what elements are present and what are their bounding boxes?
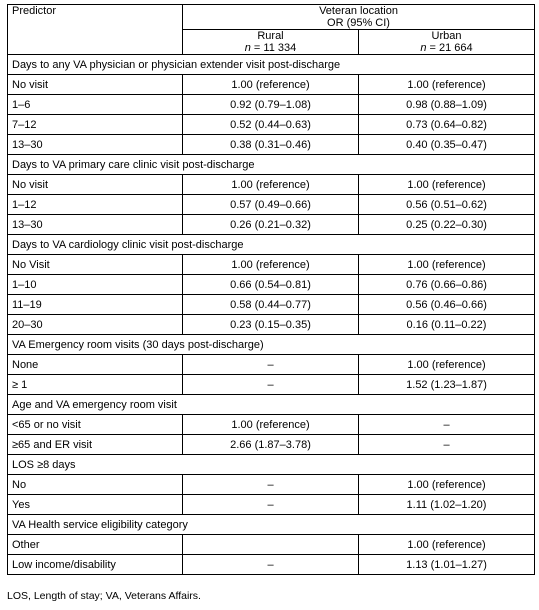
section-title: LOS ≥8 days (8, 455, 535, 475)
rural-cell: – (183, 375, 359, 395)
table-row (8, 115, 535, 135)
rural-cell: 0.58 (0.44–0.77) (183, 295, 359, 315)
rural-cell: 2.66 (1.87–3.78) (183, 435, 359, 455)
rural-cell (183, 535, 359, 555)
level-cell: ≥65 and ER visit (8, 435, 183, 455)
rural-label: Rural (257, 30, 284, 42)
table-row (8, 315, 535, 335)
table-row (8, 135, 535, 155)
table-row (8, 195, 535, 215)
level-cell: ≥ 1 (8, 375, 183, 395)
table-row (8, 535, 535, 555)
veteran-location-header (183, 5, 535, 30)
urban-n (363, 42, 530, 54)
level-cell: No (8, 475, 183, 495)
urban-cell: 1.11 (1.02–1.20) (359, 495, 535, 515)
table-row (8, 475, 535, 495)
level-cell: 7–12 (8, 115, 183, 135)
level-cell: 11–19 (8, 295, 183, 315)
rural-header (183, 30, 359, 55)
section-row (8, 55, 535, 75)
header-row-1 (8, 5, 535, 30)
urban-cell: 0.16 (0.11–0.22) (359, 315, 535, 335)
urban-header (359, 30, 535, 55)
section-title: VA Health service eligibility category (8, 515, 535, 535)
urban-cell: – (359, 415, 535, 435)
odds-ratio-table (7, 4, 535, 575)
urban-label: Urban (431, 30, 462, 42)
section-row (8, 335, 535, 355)
predictor-header: Predictor (8, 5, 183, 55)
urban-cell: 0.40 (0.35–0.47) (359, 135, 535, 155)
urban-cell: 0.56 (0.51–0.62) (359, 195, 535, 215)
table-row (8, 375, 535, 395)
rural-n (187, 42, 354, 54)
level-cell: <65 or no visit (8, 415, 183, 435)
section-title: Days to any VA physician or physician extender visit post-discharge (8, 55, 535, 75)
table-row (8, 95, 535, 115)
level-cell: 1–12 (8, 195, 183, 215)
table-body (8, 55, 535, 575)
table-row (8, 415, 535, 435)
table-row (8, 295, 535, 315)
rural-cell: 1.00 (reference) (183, 255, 359, 275)
section-title: Days to VA primary care clinic visit post-discharge (8, 155, 535, 175)
urban-cell: 0.56 (0.46–0.66) (359, 295, 535, 315)
table-row (8, 75, 535, 95)
level-cell: 20–30 (8, 315, 183, 335)
rural-n-prefix: n (244, 42, 251, 54)
rural-cell: – (183, 555, 359, 575)
urban-cell: 1.00 (reference) (359, 175, 535, 195)
rural-cell: – (183, 475, 359, 495)
level-cell: 13–30 (8, 215, 183, 235)
rural-cell: 0.38 (0.31–0.46) (183, 135, 359, 155)
rural-cell: – (183, 495, 359, 515)
level-cell: No visit (8, 175, 183, 195)
footnote: LOS, Length of stay; VA, Veterans Affairs. (7, 590, 201, 602)
urban-cell: 0.98 (0.88–1.09) (359, 95, 535, 115)
table-row (8, 495, 535, 515)
urban-cell: – (359, 435, 535, 455)
urban-cell: 1.00 (reference) (359, 75, 535, 95)
level-cell: No Visit (8, 255, 183, 275)
level-cell: Yes (8, 495, 183, 515)
level-cell: No visit (8, 75, 183, 95)
table-row (8, 435, 535, 455)
rural-cell: 0.92 (0.79–1.08) (183, 95, 359, 115)
table-row (8, 555, 535, 575)
rural-cell: 1.00 (reference) (183, 415, 359, 435)
urban-cell: 0.25 (0.22–0.30) (359, 215, 535, 235)
urban-cell: 0.76 (0.66–0.86) (359, 275, 535, 295)
rural-cell: 0.57 (0.49–0.66) (183, 195, 359, 215)
section-row (8, 515, 535, 535)
rural-cell: 0.66 (0.54–0.81) (183, 275, 359, 295)
rural-cell: – (183, 355, 359, 375)
level-cell: 1–10 (8, 275, 183, 295)
section-row (8, 235, 535, 255)
section-title: VA Emergency room visits (30 days post-discharge) (8, 335, 535, 355)
section-row (8, 455, 535, 475)
urban-n-prefix: n (420, 42, 427, 54)
table-row (8, 275, 535, 295)
urban-cell: 1.00 (reference) (359, 535, 535, 555)
urban-cell: 1.00 (reference) (359, 255, 535, 275)
level-cell: 13–30 (8, 135, 183, 155)
rural-cell: 0.26 (0.21–0.32) (183, 215, 359, 235)
table-row (8, 175, 535, 195)
table-row (8, 255, 535, 275)
section-row (8, 395, 535, 415)
urban-cell: 0.73 (0.64–0.82) (359, 115, 535, 135)
urban-cell: 1.52 (1.23–1.87) (359, 375, 535, 395)
veteran-location-label: Veteran location (319, 5, 398, 17)
section-title: Age and VA emergency room visit (8, 395, 535, 415)
section-title: Days to VA cardiology clinic visit post-discharge (8, 235, 535, 255)
level-cell: Low income/disability (8, 555, 183, 575)
rural-cell: 0.52 (0.44–0.63) (183, 115, 359, 135)
table-row (8, 215, 535, 235)
urban-cell: 1.00 (reference) (359, 355, 535, 375)
rural-n-value: = 11 334 (250, 42, 297, 54)
or-ci-label: OR (95% CI) (327, 17, 390, 29)
rural-cell: 1.00 (reference) (183, 175, 359, 195)
level-cell: 1–6 (8, 95, 183, 115)
level-cell: Other (8, 535, 183, 555)
level-cell: None (8, 355, 183, 375)
table-row (8, 355, 535, 375)
section-row (8, 155, 535, 175)
urban-cell: 1.13 (1.01–1.27) (359, 555, 535, 575)
rural-cell: 1.00 (reference) (183, 75, 359, 95)
urban-cell: 1.00 (reference) (359, 475, 535, 495)
rural-cell: 0.23 (0.15–0.35) (183, 315, 359, 335)
urban-n-value: = 21 664 (426, 42, 473, 54)
